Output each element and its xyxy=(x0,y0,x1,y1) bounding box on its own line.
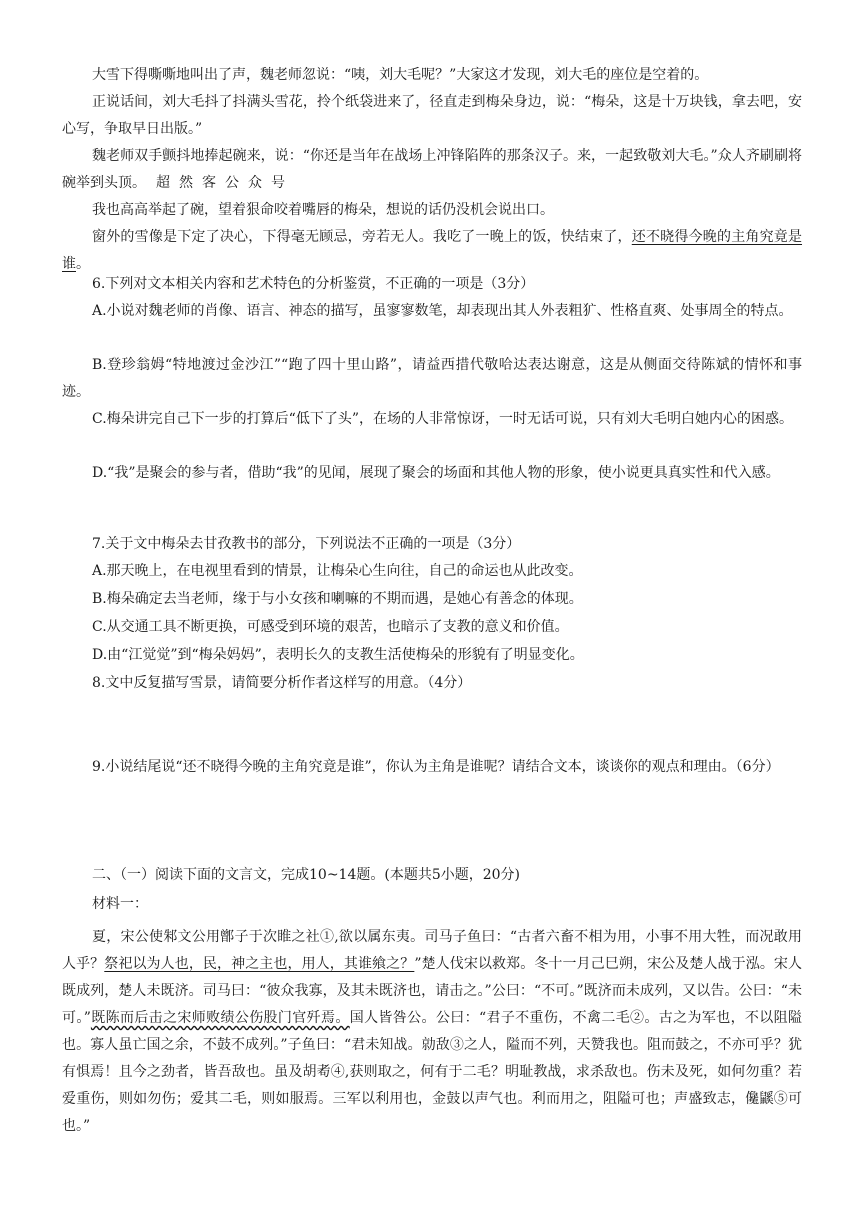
classical-text-part-1: 夏，宋公使邾文公用鄫子于次睢之社①,欲以属东夷。司马子鱼曰：“古者六畜不相为用，小事不用大牲，而况敢用人乎？ xyxy=(62,929,802,972)
underlined-sentence-1: 祭祀以为人也，民，神之主也，用人，其谁飨之？ xyxy=(104,956,415,972)
question-6-option-d: D.“我”是聚会的参与者，借助“我”的见闻，展现了聚会的场面和其他人物的形象，使小说更具真实性和代入感。 xyxy=(92,465,780,481)
question-7-stem: 7.关于文中梅朵去甘孜教书的部分，下列说法不正确的一项是（3分） xyxy=(92,536,521,552)
story-paragraph-3-text: 魏老师双手颤抖地捧起碗来，说：“你还是当年在战场上冲锋陷阵的那条汉子。来，一起致敬刘大毛。”众人齐刷刷将碗举到头顶。 xyxy=(62,148,802,191)
question-6-option-a: A.小说对魏老师的肖像、语言、神态的描写，虽寥寥数笔，却表现出其人外表粗犷、性格直爽、处事周全的特点。 xyxy=(92,303,793,319)
story-paragraph-5 xyxy=(62,224,802,278)
question-6-option-c: C.梅朵讲完自己下一步的打算后“低下了头”，在场的人非常惊讶，一时无话可说，只有刘大毛明白她内心的困惑。 xyxy=(92,411,793,427)
classical-text-part-3: 国人皆咎公。公曰：“君子不重伤，不禽二毛②。古之为军也，不以阻隘也。寡人虽亡国之余，不鼓不成列。”子鱼曰：“君未知战。勍敌③之人，隘而不列，天赞我也。阻而鼓之，不亦可乎？犹有惧焉！且今之劲者，皆吾敌也。虽及胡耇④,获则取之，何有于二毛？明耻教战，求杀敌也。伤未及死，如何勿重？若爱重伤，则如勿伤；爱其二毛，则如服焉。三军以利用也，金鼓以声气也。利而用之，阻隘可也；声盛致志，儳鼷⑤可也。” xyxy=(62,1010,803,1134)
question-7-option-c: C.从交通工具不断更换，可感受到环境的艰苦，也暗示了支教的意义和价值。 xyxy=(92,619,569,635)
question-7-option-a: A.那天晚上，在电视里看到的情景，让梅朵心生向往，自己的命运也从此改变。 xyxy=(92,563,583,579)
section-2-heading: 二、（一）阅读下面的文言文，完成10~14题。(本题共5小题，20分) xyxy=(92,867,521,883)
story-paragraph-5-end: 。 xyxy=(76,256,90,272)
story-paragraph-4: 我也高高举起了碗，望着狠命咬着嘴唇的梅朵，想说的话仍没机会说出口。 xyxy=(92,202,554,218)
classical-text xyxy=(62,924,802,1140)
question-8: 8.文中反复描写雪景，请简要分析作者这样写的用意。（4分） xyxy=(92,675,472,691)
question-9: 9.小说结尾说“还不晓得今晚的主角究竟是谁”，你认为主角是谁呢？请结合文本，谈谈你的观点和理由。（6分） xyxy=(92,759,780,775)
story-paragraph-5-text: 窗外的雪像是下定了决心，下得毫无顾忌，旁若无人。我吃了一晚上的饭，快结束了， xyxy=(92,229,632,245)
question-7-option-d: D.由“江觉觉”到“梅朵妈妈”，表明长久的支教生活使梅朵的形貌有了明显变化。 xyxy=(92,647,584,663)
question-7-option-b: B.梅朵确定去当老师，缘于与小女孩和喇嘛的不期而遇，是她心有善念的体现。 xyxy=(92,591,583,607)
material-label: 材料一： xyxy=(92,896,148,912)
watermark-text: 超然客公众号 xyxy=(156,175,294,191)
underlined-phrase: 还不晓得今晚的主角究竟是谁 xyxy=(62,229,803,272)
story-paragraph-1: 大雪下得嘶嘶地叫出了声，魏老师忽说：“咦，刘大毛呢？”大家这才发现，刘大毛的座位是空着的。 xyxy=(92,67,709,83)
classical-text-part-2: ”楚人伐宋以救郑。冬十一月己巳朔，宋公及楚人战于泓。宋人既成列，楚人未既济。司马曰：“彼众我寡，及其未既济也，请击之。”公曰：“不可。”既济而未成列，又以告。公曰：“未可。” xyxy=(62,956,803,1026)
question-6-option-b: B.登珍翁姆“特地渡过金沙江”“跑了四十里山路”，请益西措代敬哈达表达谢意，这是从侧面交待陈斌的情怀和事迹。 xyxy=(62,357,802,400)
story-paragraph-3 xyxy=(62,143,802,197)
underlined-sentence-2: 既陈而后击之宋师败绩公伤股门官歼焉。 xyxy=(90,1010,350,1026)
story-paragraph-2: 正说话间，刘大毛抖了抖满头雪花，拎个纸袋进来了，径直走到梅朵身边，说：“梅朵，这是十万块钱，拿去吧，安心写，争取早日出版。” xyxy=(62,94,802,137)
question-6-stem: 6.下列对文本相关内容和艺术特色的分析鉴赏，不正确的一项是（3分） xyxy=(92,276,535,292)
